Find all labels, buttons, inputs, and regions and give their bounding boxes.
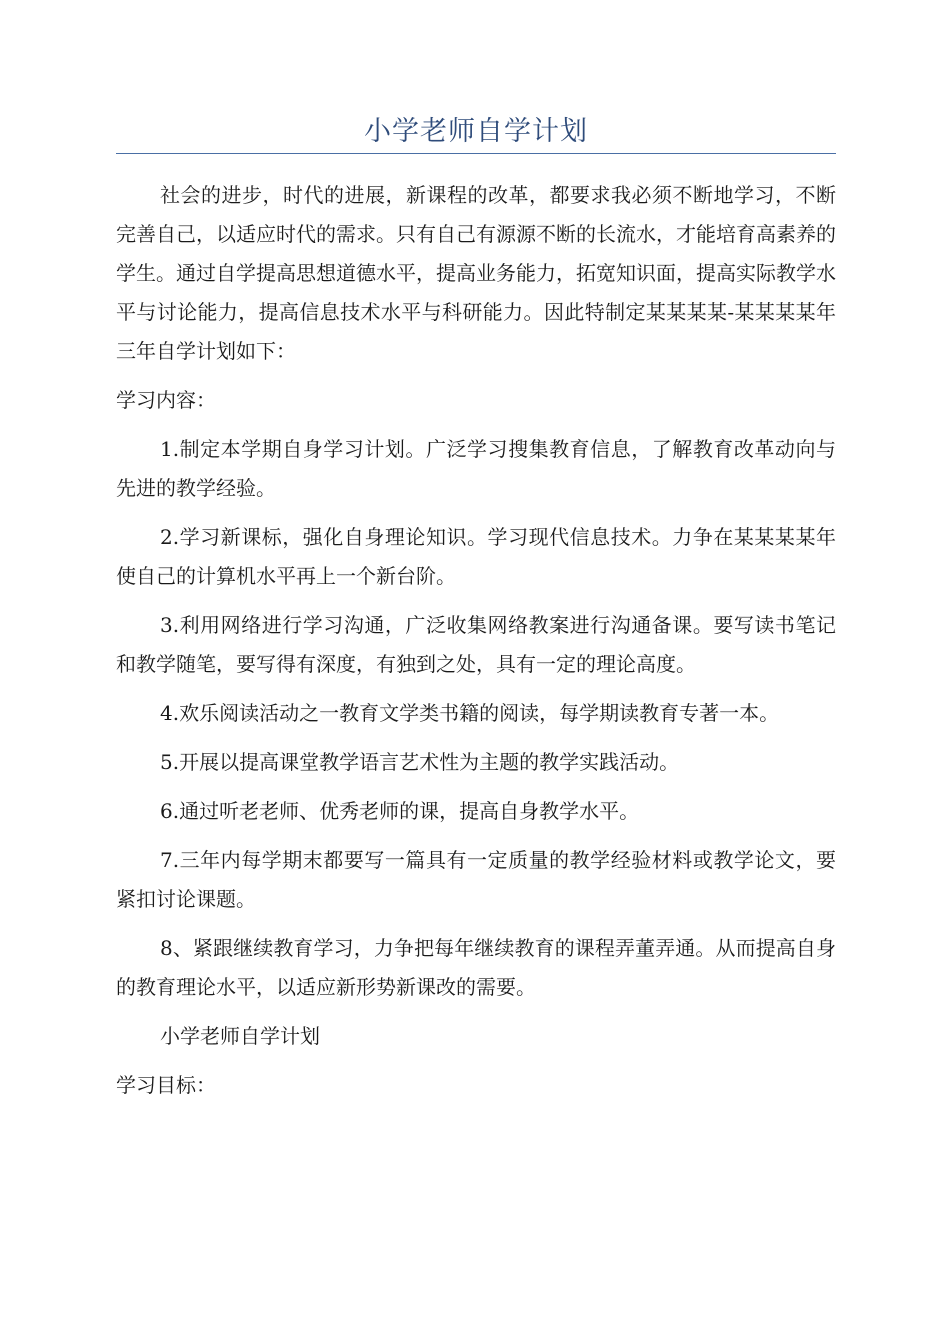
- section-heading-goal: 学习目标：: [116, 1073, 216, 1097]
- list-item: 5.开展以提高课堂教学语言艺术性为主题的教学实践活动。: [160, 750, 680, 774]
- list-item: 6.通过听老老师、优秀老师的课，提高自身教学水平。: [160, 799, 640, 823]
- document-title: 小学老师自学计划: [364, 116, 588, 147]
- list-item: 7.三年内每学期末都要写一篇具有一定质量的教学经验材料或教学论文，要紧扣讨论课题。: [116, 848, 836, 911]
- list-item: 1.制定本学期自身学习计划。广泛学习搜集教育信息，了解教育改革动向与先进的教学经验。: [116, 437, 836, 500]
- document-body: [116, 176, 836, 1105]
- list-item: 8、紧跟继续教育学习，力争把每年继续教育的课程弄董弄通。从而提高自身的教育理论水平，以适应新形势新课改的需要。: [116, 936, 836, 999]
- intro-paragraph: 社会的进步，时代的进展，新课程的改革，都要求我必须不断地学习，不断完善自己，以适应时代的需求。只有自己有源源不断的长流水，才能培育高素养的学生。通过自学提高思想道德水平，提高业务能力，拓宽知识面，提高实际教学水平与讨论能力，提高信息技术水平与科研能力。因此特制定某某某某-某某某某年三年自学计划如下：: [116, 183, 836, 363]
- title-underline: [116, 153, 836, 154]
- repeat-title: 小学老师自学计划: [160, 1024, 320, 1048]
- list-item: 3.利用网络进行学习沟通，广泛收集网络教案进行沟通备课。要写读书笔记和教学随笔，要写得有深度，有独到之处，具有一定的理论高度。: [116, 613, 836, 676]
- list-item: 2.学习新课标，强化自身理论知识。学习现代信息技术。力争在某某某某年使自己的计算机水平再上一个新台阶。: [116, 525, 836, 588]
- list-item: 4.欢乐阅读活动之一教育文学类书籍的阅读，每学期读教育专著一本。: [160, 701, 780, 725]
- section-heading-content: 学习内容：: [116, 388, 216, 412]
